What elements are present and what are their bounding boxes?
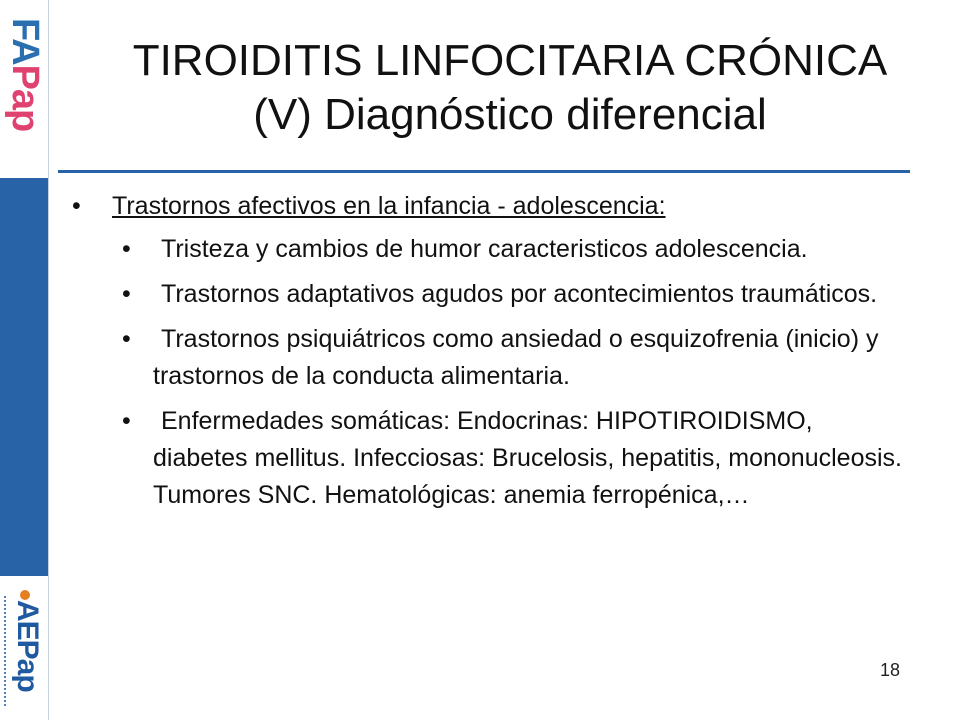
aepap-logo-dot-icon — [20, 590, 30, 600]
bullet-icon: • — [122, 325, 131, 353]
list-item — [70, 321, 930, 395]
slide-body — [70, 189, 930, 522]
list-item-text: Trastornos adaptativos agudos por acontecimientos traumáticos. — [161, 280, 878, 308]
fapap-logo-pap: Pap — [4, 64, 46, 132]
slide-title — [60, 34, 960, 142]
page-number: 18 — [880, 660, 901, 680]
heading-bullet — [70, 189, 930, 223]
bullet-icon: • — [72, 192, 81, 220]
heading-bullet-text: Trastornos afectivos en la infancia - adolescencia: — [112, 192, 666, 220]
sidebar-blue-band — [0, 178, 48, 576]
title-underline-rule — [58, 170, 910, 173]
bullet-icon: • — [122, 235, 131, 263]
fapap-logo-text — [4, 18, 46, 132]
title-line-1: TIROIDITIS LINFOCITARIA CRÓNICA — [132, 36, 888, 85]
aepap-logo-text: AEPap — [11, 600, 44, 692]
sidebar-divider — [48, 0, 49, 720]
list-item — [70, 403, 930, 514]
list-item — [70, 231, 930, 268]
title-line-2: (V) Diagnóstico diferencial — [253, 90, 767, 139]
list-item — [70, 276, 930, 313]
list-item-text: Trastornos psiquiátricos como ansiedad o esquizofrenia (inicio) y trastornos de la conducta alimentaria. — [153, 325, 879, 390]
list-item-text: Enfermedades somáticas: Endocrinas: HIPOTIROIDISMO, diabetes mellitus. Infecciosas: Brucelosis, hepatitis, mononucleosis. Tumores SNC. Hematológicas: anemia ferropénica,… — [153, 407, 902, 509]
fapap-logo — [0, 0, 48, 178]
bullet-icon: • — [122, 280, 131, 308]
bullet-icon: • — [122, 407, 131, 435]
list-item-text: Tristeza y cambios de humor caracteristicos adolescencia. — [161, 235, 808, 263]
fapap-logo-fa: FA — [4, 18, 46, 65]
